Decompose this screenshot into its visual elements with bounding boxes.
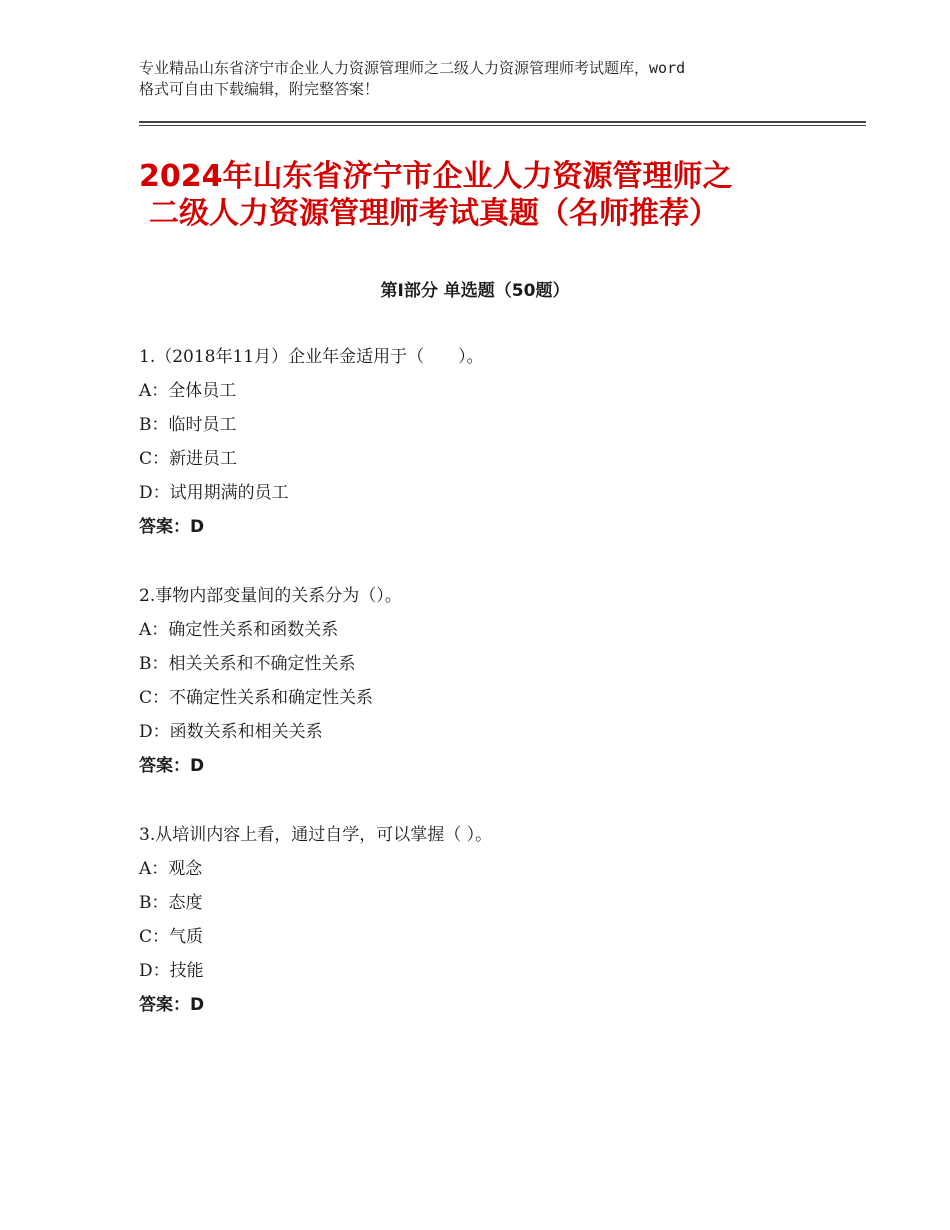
question-block (139, 579, 839, 783)
option-a: A：观念 (139, 859, 203, 879)
header-divider-thin (139, 125, 866, 126)
option-c: C：新进员工 (139, 449, 238, 469)
answer: 答案：D (139, 756, 205, 776)
question-stem: 1.（2018年11月）企业年金适用于（ ）。 (139, 347, 484, 367)
header-note: 专业精品山东省济宁市企业人力资源管理师之二级人力资源管理师考试题库，word 格式可自由下载编辑，附完整答案！ (139, 59, 686, 98)
option-b: B：相关关系和不确定性关系 (139, 654, 356, 674)
answer: 答案：D (139, 517, 205, 537)
section-heading: 第Ⅰ部分 单选题（50题） (380, 281, 570, 301)
option-c: C：气质 (139, 927, 204, 947)
option-d: D：试用期满的员工 (139, 483, 289, 503)
question-block (139, 818, 839, 1022)
option-b: B：临时员工 (139, 415, 237, 435)
option-a: A：确定性关系和函数关系 (139, 620, 339, 640)
document-title (139, 158, 839, 232)
option-b: B：态度 (139, 893, 203, 913)
option-d: D：函数关系和相关关系 (139, 722, 323, 742)
title-line-1: 2024年山东省济宁市企业人力资源管理师之 (139, 159, 733, 194)
option-c: C：不确定性关系和确定性关系 (139, 688, 374, 708)
option-d: D：技能 (139, 961, 204, 981)
title-line-2: 二级人力资源管理师考试真题（名师推荐） (149, 196, 719, 231)
question-stem: 3.从培训内容上看，通过自学，可以掌握（ ）。 (139, 825, 493, 845)
answer: 答案：D (139, 995, 205, 1015)
question-stem: 2.事物内部变量间的关系分为（）。 (139, 586, 402, 606)
option-a: A：全体员工 (139, 381, 237, 401)
header-divider (139, 121, 866, 123)
question-block (139, 340, 839, 544)
